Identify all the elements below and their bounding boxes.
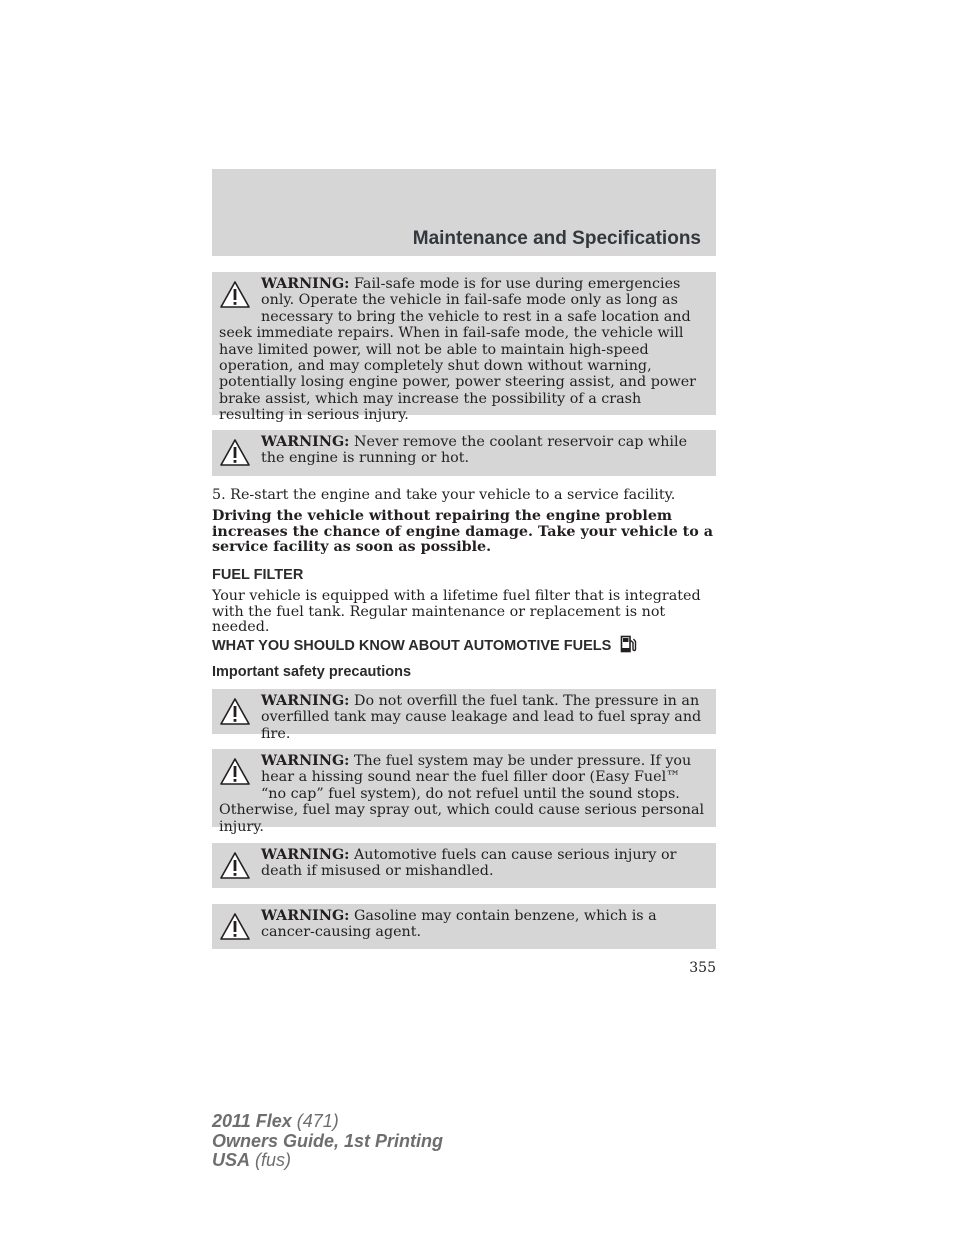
- warning-triangle-icon: [219, 438, 251, 468]
- warning-label: WARNING:: [261, 753, 350, 769]
- footer-region: USA: [212, 1150, 251, 1170]
- fuel-pump-icon: [619, 634, 637, 654]
- section-title: Maintenance and Specifications: [412, 228, 701, 249]
- fuel-filter-heading: FUEL FILTER: [212, 567, 304, 583]
- warning-text: Never remove the coolant reservoir cap while the engine is running or hot.: [261, 434, 688, 467]
- footer-line-region: [212, 1151, 443, 1171]
- footer: [212, 1112, 443, 1171]
- warning-triangle-icon: [219, 757, 251, 787]
- warning-text: Do not overfill the fuel tank. The pressure in an overfilled tank may cause leakage and lead to fuel spray and fire.: [261, 693, 702, 742]
- footer-model: 2011 Flex: [212, 1111, 292, 1131]
- warning-text: Automotive fuels can cause serious injury or death if misused or mishandled.: [261, 847, 677, 880]
- warning-label: WARNING:: [261, 434, 350, 450]
- warning-label: WARNING:: [261, 276, 350, 292]
- automotive-fuels-heading: [212, 634, 716, 654]
- warning-text: Gasoline may contain benzene, which is a cancer-causing agent.: [261, 908, 657, 941]
- safety-precautions-subheading: Important safety precautions: [212, 664, 412, 680]
- caution-paragraph: Driving the vehicle without repairing the engine problem increases the chance of engine damage. Take your vehicle to a service facility as soon as possible.: [212, 508, 714, 555]
- step-5-text: 5. Re-start the engine and take your vehicle to a service facility.: [212, 487, 676, 503]
- warning-label: WARNING:: [261, 908, 350, 924]
- warning-box: [212, 272, 716, 424]
- section-header: [212, 169, 716, 256]
- warning-text: Fail-safe mode is for use during emergencies only. Operate the vehicle in fail-safe mode only as long as necessary to bring the vehicle to rest in a safe location and seek immediate repairs. When in fail-safe mode, the vehicle will have limited power, will not be able to maintain high-speed operation, and may completely shut down without warning, potentially losing engine power, power steering assist, and power brake assist, which may increase the possibility of a crash resulting in serious injury.: [219, 276, 697, 424]
- footer-guide: Owners Guide, 1st Printing: [212, 1130, 444, 1151]
- warning-box: [212, 689, 716, 742]
- warning-label: WARNING:: [261, 847, 350, 863]
- warning-triangle-icon: [219, 280, 251, 310]
- warning-box: [212, 904, 716, 949]
- footer-region-code: (fus): [255, 1150, 292, 1170]
- fuel-filter-text: Your vehicle is equipped with a lifetime fuel filter that is integrated with the fuel tank. Regular maintenance or replacement is not needed.: [212, 588, 701, 635]
- warning-triangle-icon: [219, 697, 251, 727]
- warning-text: The fuel system may be under pressure. If you hear a hissing sound near the fuel filler door (Easy Fuel™ “no cap” fuel system), do not refuel until the sound stops. Otherwise, fuel may spray out, which could cause serious personal injury.: [219, 753, 705, 835]
- automotive-fuels-heading-text: WHAT YOU SHOULD KNOW ABOUT AUTOMOTIVE FUELS: [212, 638, 612, 654]
- warning-triangle-icon: [219, 851, 251, 881]
- warning-box: [212, 749, 716, 835]
- page-number: 355: [689, 960, 716, 976]
- footer-model-code: (471): [296, 1111, 339, 1131]
- footer-line-model: [212, 1112, 443, 1132]
- warning-label: WARNING:: [261, 693, 350, 709]
- warning-box: [212, 430, 716, 476]
- warning-triangle-icon: [219, 912, 251, 942]
- warning-box: [212, 843, 716, 888]
